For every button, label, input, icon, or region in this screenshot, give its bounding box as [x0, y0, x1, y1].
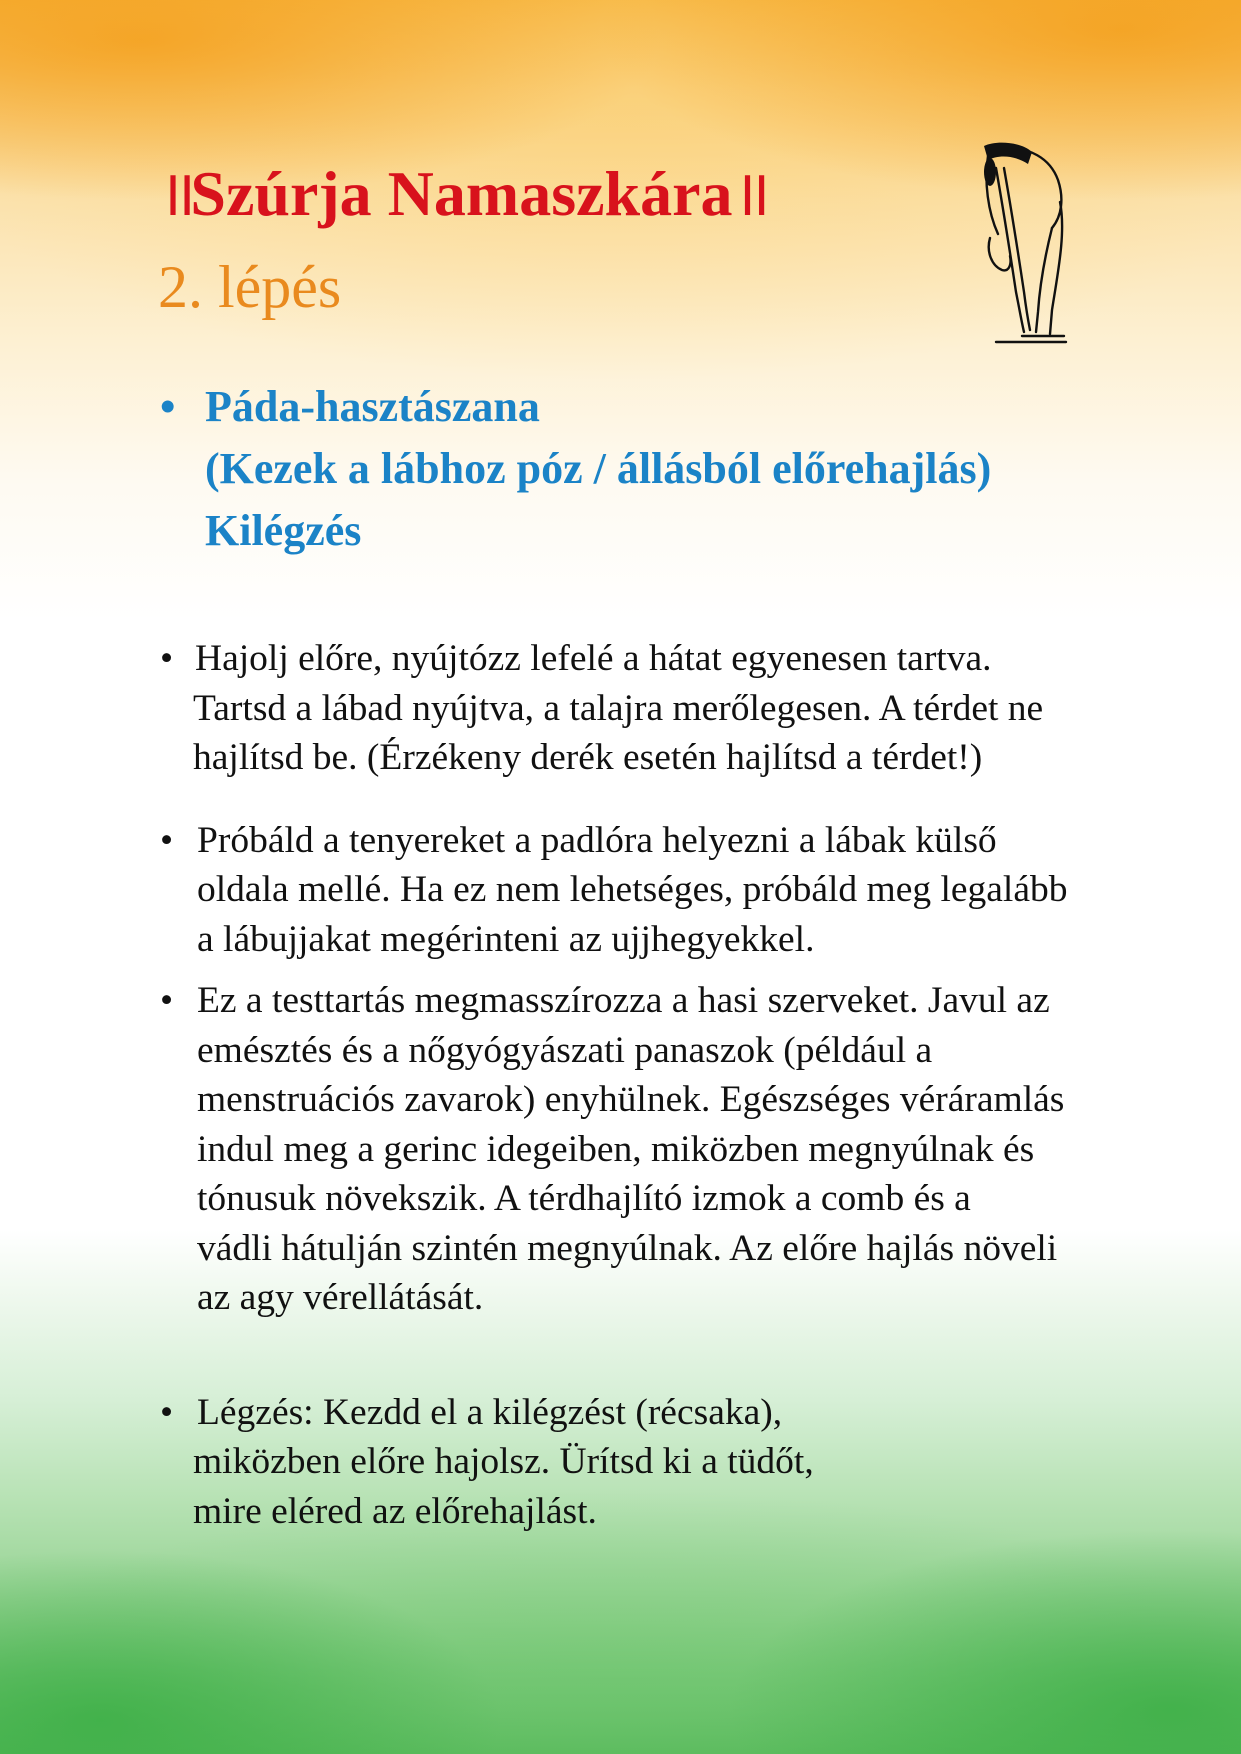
list-item-line: menstruációs zavarok) enyhülnek. Egészséges véráramlás [197, 1079, 1065, 1120]
list-item [160, 816, 1180, 965]
list-bullet: • [160, 980, 174, 1021]
pose-heading [160, 376, 1160, 562]
list-item-line: Tartsd a lábad nyújtva, a talajra merőlegesen. A térdet ne [193, 687, 1044, 729]
step-label: 2. lépés [158, 254, 342, 320]
pose-name: Páda-hasztászana [205, 382, 540, 431]
list-item-line: Ez a testtartás megmasszírozza a hasi szerveket. Javul az [197, 980, 1050, 1021]
list-item [160, 976, 1180, 1323]
list-item-line: a lábujjakat megérinteni az ujjhegyekkel. [197, 918, 815, 960]
list-item-line: hajlítsd be. (Érzékeny derék esetén hajlítsd a térdet!) [193, 737, 983, 778]
list-item-line: Próbáld a tenyereket a padlóra helyezni a lábak külső [197, 819, 997, 861]
list-item-line: emésztés és a nőgyógyászati panaszok (például a [197, 1029, 933, 1071]
title-text: Szúrja Namaszkára [190, 158, 733, 229]
list-item-line: miközben előre hajolsz. Ürítsd ki a tüdőt, [193, 1441, 814, 1482]
list-bullet: • [160, 1391, 174, 1433]
list-item-line: az agy vérellátását. [197, 1277, 484, 1318]
list-item-line: vádli hátulján szintén megnyúlnak. Az előre hajlás növeli [197, 1227, 1058, 1269]
list-item-line: indul meg a gerinc idegeiben, miközben megnyúlnak és [197, 1128, 1035, 1170]
list-bullet: • [160, 638, 174, 679]
pose-bullet: • [160, 382, 176, 431]
title-ornament-left: ॥ [158, 158, 191, 229]
instruction-list [160, 634, 1180, 1536]
list-item-line: tónusuk növekszik. A térdhajlító izmok a comb és a [197, 1178, 971, 1219]
list-item [160, 1388, 1180, 1537]
title-ornament-right: ॥ [732, 158, 765, 229]
list-item-line: oldala mellé. Ha ez nem lehetséges, próbáld meg legalább [197, 869, 1068, 910]
list-item-line: Hajolj előre, nyújtózz lefelé a hátat egyenesen tartva. [195, 638, 992, 679]
forward-bend-figure-icon [966, 142, 1082, 352]
list-item-line: mire eléred az előrehajlást. [193, 1490, 597, 1532]
list-item-line: Légzés: Kezdd el a kilégzést (récsaka), [197, 1391, 783, 1433]
pose-breath: Kilégzés [205, 506, 362, 555]
list-bullet: • [160, 819, 174, 861]
list-item [160, 634, 1180, 783]
pose-translation: (Kezek a lábhoz póz / állásból előrehajlás) [205, 444, 992, 493]
page-title [158, 160, 765, 227]
